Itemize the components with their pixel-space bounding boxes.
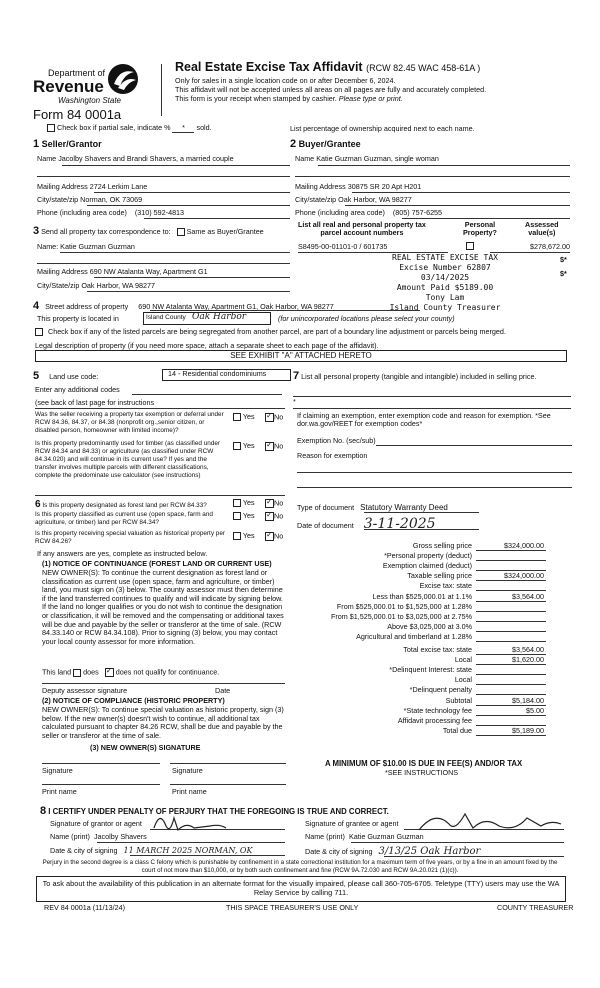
q1-no-checkbox[interactable] bbox=[265, 413, 274, 422]
tax-row-label: Excise tax: state bbox=[419, 581, 472, 590]
tax-row-line bbox=[476, 621, 546, 622]
buyer-city: City/state/zip Oak Harbor, WA 98277 bbox=[295, 195, 412, 204]
tax-row-label: From $1,525,000.01 to $3,025,000 at 2.75% bbox=[330, 612, 472, 621]
tax-row-label: Taxable selling price bbox=[407, 571, 472, 580]
tax-row-value: $5,184.00 bbox=[512, 696, 544, 705]
parcel-header-2: Personal Property? bbox=[463, 220, 497, 238]
historic-question: Is this property receiving special valuation as historical property per RCW 84.26? bbox=[35, 530, 226, 545]
print-name-label-1: Print name bbox=[42, 787, 77, 796]
alternate-format-notice: To ask about the availability of this publication in an alternate format for the visually impaired, please call 360-705-6705. Teletype (TTY) users may use the WA Relay Service by calling 711. bbox=[36, 876, 566, 902]
treasurer-stamp: REAL ESTATE EXCISE TAX Excise Number 62807 03/14/2025 Amount Paid $5189.00 Tony Lam Island County Treasurer bbox=[389, 253, 501, 312]
seller-city: City/state/zip Norman, OK 73069 bbox=[37, 195, 143, 204]
document-type: Type of document Statutory Warranty Deed bbox=[297, 503, 448, 512]
tax-row-line bbox=[476, 601, 546, 602]
s6q2-no: ✓ No bbox=[265, 512, 283, 521]
signature-label-1: Signature bbox=[42, 766, 73, 775]
county-treasurer: COUNTY TREASURER bbox=[497, 903, 574, 912]
tax-row-line bbox=[476, 590, 546, 591]
does-checkbox[interactable] bbox=[73, 669, 81, 677]
tax-row-value: $5.00 bbox=[526, 706, 544, 715]
q1-yes-checkbox[interactable] bbox=[233, 413, 241, 421]
seller-heading: 1 Seller/Grantor bbox=[33, 138, 102, 150]
seller-phone: Phone (including area code) (310) 592-4813 bbox=[37, 208, 185, 217]
s6q1-yes-checkbox[interactable] bbox=[233, 499, 241, 507]
new-owner-signature: (3) NEW OWNER(S) SIGNATURE bbox=[90, 743, 201, 752]
grantee-signature: Signature of grantee or agent bbox=[305, 819, 399, 828]
s6q3-no-checkbox[interactable] bbox=[265, 532, 274, 541]
q2-yes-checkbox[interactable] bbox=[233, 442, 241, 450]
land-use-code-select[interactable]: 14 - Residential condominiums bbox=[162, 369, 291, 381]
tax-row-label: Subtotal bbox=[445, 696, 472, 705]
instructed-note: If any answers are yes, complete as instructed below. bbox=[37, 549, 208, 558]
s6q3-no: ✓ No bbox=[265, 532, 283, 541]
grantor-signature: Signature of grantor or agent bbox=[50, 819, 142, 828]
grantor-signature-scribble bbox=[150, 808, 230, 836]
s6q3-yes-checkbox[interactable] bbox=[233, 532, 241, 540]
tax-row-line bbox=[476, 631, 546, 632]
grantor-date: Date & city of signing 11 MARCH 2025 NORMAN, OK bbox=[50, 846, 253, 855]
tax-row-label: Local bbox=[454, 675, 472, 684]
correspondence-name: Name: Katie Guzman Guzman bbox=[37, 242, 135, 251]
subtitle-1: Only for sales in a single location code on or after December 6, 2024. bbox=[175, 76, 396, 85]
personal-property-heading: 7 List all personal property (tangible and intangible) included in selling price. bbox=[293, 370, 537, 382]
grantor-name: Name (print) Jacolby Shavers bbox=[50, 832, 147, 841]
signature-label-2: Signature bbox=[172, 766, 203, 775]
print-name-label-2: Print name bbox=[172, 787, 207, 796]
tax-row-label: Agricultural and timberland at 1.28% bbox=[356, 632, 472, 641]
tax-row-label: *Delinquent penalty bbox=[409, 685, 472, 694]
tax-row-value: $3,564.00 bbox=[512, 592, 544, 601]
parcel-header-1: List all real and personal property tax parcel account numbers bbox=[298, 220, 426, 238]
tax-row-line bbox=[476, 550, 546, 551]
tax-row-line bbox=[476, 684, 546, 685]
tax-row-line bbox=[476, 641, 546, 642]
segregation-row: Check box if any of the listed parcels are being segregated from another parcel, are part of a boundary line adjustment or parcels being merged. bbox=[35, 328, 506, 336]
qualify-row: This land does ✓ does not qualify for continuance. bbox=[42, 668, 219, 677]
tax-row-label: From $525,000.01 to $1,525,000 at 1.28% bbox=[336, 602, 472, 611]
stamp-dollar-1: $* bbox=[560, 255, 567, 264]
additional-codes: Enter any additional codes bbox=[35, 385, 120, 394]
legal-description: SEE EXHIBIT "A" ATTACHED HERETO bbox=[35, 350, 567, 362]
timber-question: Is this property predominantly used for timber (as classified under RCW 84.34 and 84.33) or agriculture (as classified under RCW 84.34.020) and will continue in its current use? If yes and the transfer involves multiple parcels with different classifications, complete the predominate use calculator (see instructions) bbox=[35, 440, 221, 479]
correspondence-city: City/State/zip Oak Harbor, WA 98277 bbox=[37, 281, 155, 290]
tax-row-value: $324,000.00 bbox=[504, 541, 544, 550]
seller-address: Mailing Address 2724 Lerkim Lane bbox=[37, 182, 148, 191]
grantee-date: Date & city of signing 3/13/25 Oak Harbor bbox=[305, 846, 481, 857]
legal-description-label: Legal description of property (if you need more space, attach a separate sheet to each page of the affidavit). bbox=[35, 341, 379, 350]
segregation-checkbox[interactable] bbox=[35, 328, 43, 336]
deputy-signature: Deputy assessor signature bbox=[42, 686, 128, 695]
subtitle-2: This affidavit will not be accepted unless all areas on all pages are fully and accurately completed. bbox=[175, 85, 487, 94]
dept-line3: Washington State bbox=[58, 96, 122, 105]
s6q1-no-checkbox[interactable] bbox=[265, 499, 274, 508]
tax-row-line bbox=[476, 664, 546, 665]
correspondence-address: Mailing Address 690 NW Atalanta Way, Apartment G1 bbox=[37, 267, 208, 276]
forest-question: 6 Is this property designated as forest land per RCW 84.33? bbox=[35, 499, 207, 510]
q2-no-checkbox[interactable] bbox=[265, 442, 274, 451]
tax-row-line bbox=[476, 580, 546, 581]
minimum-due: A MINIMUM OF $10.00 IS DUE IN FEE(S) AND/OR TAX bbox=[325, 759, 523, 768]
exemption-question: Was the seller receiving a property tax exemption or deferral under RCW 84.36, 84.37, or 84.38 (nonprofit org.,senior citizen, or disabled person, homeowner with limited income)? bbox=[35, 411, 224, 434]
tax-row-line bbox=[476, 694, 546, 695]
compliance-text: NEW OWNER(S): To continue special valuation as historic property, sign (3) below. If the new owner(s) doesn't wish to continue, all additional tax calculated pursuant to chapter 84.26 RCW, shall be due and payable by the seller or transferor at the time of sale. bbox=[42, 705, 284, 740]
tax-row-value: $5,189.00 bbox=[512, 726, 544, 735]
tax-row-value: $3,564.00 bbox=[512, 645, 544, 654]
tax-row-line bbox=[476, 560, 546, 561]
assessed-value: $278,672.00 bbox=[530, 242, 570, 251]
dept-line2: Revenue bbox=[33, 77, 104, 96]
tax-row-line bbox=[476, 715, 546, 716]
land-use: 5 Land use code: bbox=[33, 370, 99, 382]
q2-no: ✓ No bbox=[265, 442, 283, 451]
tax-row-value: $324,000.00 bbox=[504, 571, 544, 580]
dept-line1: Department of bbox=[48, 68, 106, 78]
s6q3-yes: Yes bbox=[233, 532, 255, 540]
tax-row-label: Gross selling price bbox=[412, 541, 472, 550]
s6q2-yes-checkbox[interactable] bbox=[233, 512, 241, 520]
buyer-phone: Phone (including area code) (805) 757-6255 bbox=[295, 208, 443, 217]
partial-sale: Check box if partial sale, indicate % * sold. bbox=[47, 124, 212, 133]
tax-row-label: Total due bbox=[442, 726, 472, 735]
parcel-number: S8495-00-01101-0 / 601735 bbox=[298, 242, 388, 251]
continuance-text: NEW OWNER(S): To continue the current designation as forest land or classification as current use (open space, farm and agriculture, or timber) land, you must sign on (3) below. The county assessor must then determine if the land transferred continues to qualify and will indicate by signing below. If the land no longer qualifies or you do not wish to continue the designation or classification, it will be removed and the compensating or additional taxes will be due and payable by the seller or transferor at the time of sale. (RCW 84.33.140 or RCW 84.34.108). Prior to signing (3) below, you may contact your local county assessor for more information. bbox=[42, 568, 284, 646]
deputy-date: Date bbox=[215, 686, 231, 695]
buyer-address: Mailing Address 30875 SR 20 Apt H201 bbox=[295, 182, 422, 191]
continuance-heading: (1) NOTICE OF CONTINUANCE (FOREST LAND OR CURRENT USE) bbox=[42, 559, 272, 568]
s6q2-yes: Yes bbox=[233, 512, 255, 520]
unincorporated-note: (for unincorporated locations please select your county) bbox=[278, 314, 455, 323]
page-title: Real Estate Excise Tax Affidavit (RCW 82.45 WAC 458-61A ) bbox=[175, 60, 481, 74]
tax-row-label: Above $3,025,000 at 3.0% bbox=[387, 622, 472, 631]
instructions-note: (see back of last page for instructions bbox=[35, 398, 155, 407]
tax-row-label: *Personal property (deduct) bbox=[384, 551, 472, 560]
buyer-heading: 2 Buyer/Grantee bbox=[290, 138, 361, 150]
ownership-note: List percentage of ownership acquired next to each name. bbox=[290, 124, 475, 133]
tax-row-value: $1,620.00 bbox=[512, 655, 544, 664]
form-number: Form 84 0001a bbox=[33, 107, 122, 122]
exemption-text: If claiming an exemption, enter exemption code and reason for exemption. *See dor.wa.gov/REET for exemption codes* bbox=[297, 411, 551, 429]
current-use-question: Is this property classified as current use (open space, farm and agriculture, or timber) land per RCW 84.34? bbox=[35, 511, 213, 526]
tax-row-label: Affidavit processing fee bbox=[397, 716, 472, 725]
tax-row-label: *State technology fee bbox=[403, 706, 472, 715]
s6q1-yes: Yes bbox=[233, 499, 255, 507]
certification-heading: 8 I CERTIFY UNDER PENALTY OF PERJURY THAT THE FOREGOING IS TRUE AND CORRECT. bbox=[40, 805, 389, 817]
property-location: This property is located in bbox=[37, 314, 119, 323]
tax-row-label: Total excise tax: state bbox=[403, 645, 472, 654]
q2-yes: Yes bbox=[233, 442, 255, 450]
stamp-dollar-2: $* bbox=[560, 269, 567, 278]
buyer-name: Name Katie Guzman Guzman, single woman bbox=[295, 154, 439, 163]
personal-property-checkbox[interactable] bbox=[466, 242, 474, 250]
property-address: 4 Street address of property 690 NW Atalanta Way, Apartment G1, Oak Harbor, WA 98277 bbox=[33, 300, 334, 312]
compliance-heading: (2) NOTICE OF COMPLIANCE (HISTORIC PROPERTY) bbox=[42, 696, 225, 705]
tax-row-label: *Delinquent Interest: state bbox=[389, 665, 472, 674]
tax-row-label: Less than $525,000.01 at 1.1% bbox=[372, 592, 472, 601]
s6q1-no: ✓ No bbox=[265, 499, 283, 508]
document-date: Date of document 3-11-2025 bbox=[297, 516, 436, 532]
subtitle-3: This form is your receipt when stamped by cashier. Please type or print. bbox=[175, 94, 403, 103]
revenue-logo-icon bbox=[106, 62, 140, 96]
perjury-notice: Perjury in the second degree is a class C felony which is punishable by confinement in a state correctional institution for a maximum term of five years, or by a fine in an amount fixed by the court of not more than $10,000, or by both such confinement and fine (RCW 9A.72.030 and RCW 9A.20.021 (1)(c)). bbox=[42, 859, 558, 874]
q1-no: ✓ No bbox=[265, 413, 283, 422]
tax-row-line bbox=[476, 735, 546, 736]
tax-row-label: Exemption claimed (deduct) bbox=[382, 561, 472, 570]
correspondence-heading: 3 Send all property tax correspondence to: Same as Buyer/Grantee bbox=[33, 225, 264, 237]
revision-code: REV 84 0001a (11/13/24) bbox=[44, 903, 125, 912]
tax-row-line bbox=[476, 611, 546, 612]
grantee-name: Name (print) Katie Guzman Guzman bbox=[305, 832, 424, 841]
seller-name: Name Jacolby Shavers and Brandi Shavers, a married couple bbox=[37, 154, 234, 163]
grantee-signature-scribble bbox=[415, 806, 565, 836]
q1-yes: Yes bbox=[233, 413, 255, 421]
county-select[interactable]: Island County Oak Harbor bbox=[143, 312, 271, 325]
tax-row-line bbox=[476, 674, 546, 675]
s6q2-no-checkbox[interactable] bbox=[265, 512, 274, 521]
tax-row-label: Local bbox=[454, 655, 472, 664]
parcel-header-3: Assessed value(s) bbox=[525, 220, 559, 238]
does-not-checkbox[interactable] bbox=[105, 668, 114, 677]
exemption-reason: Reason for exemption bbox=[297, 451, 368, 460]
personal-property-star: * bbox=[293, 397, 296, 406]
exemption-number: Exemption No. (sec/sub) bbox=[297, 436, 376, 445]
treasurer-space: THIS SPACE TREASURER'S USE ONLY bbox=[226, 903, 359, 912]
see-instructions: *SEE INSTRUCTIONS bbox=[385, 768, 459, 777]
same-as-buyer-checkbox[interactable] bbox=[177, 228, 185, 236]
partial-sale-checkbox[interactable] bbox=[47, 124, 55, 132]
